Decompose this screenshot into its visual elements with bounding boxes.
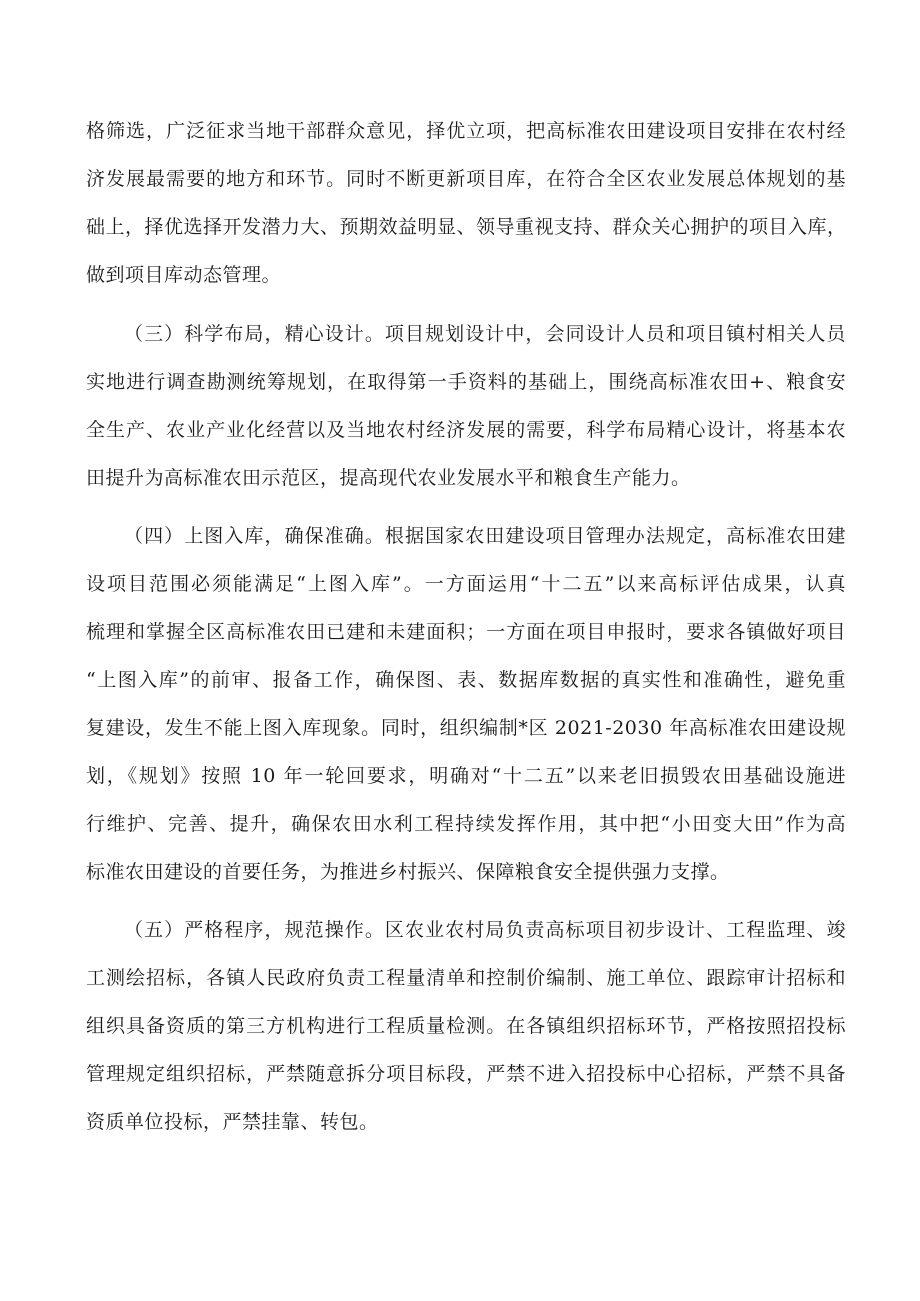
text-line: 工测绘招标，各镇人民政府负责工程量清单和控制价编制、施工单位、跟踪审计招标和: [86, 967, 846, 989]
text-line: 济发展最需要的地方和环节。同时不断更新项目库，在符合全区农业发展总体规划的基: [86, 168, 846, 190]
text-line: 全生产、农业产业化经营以及当地农村经济发展的需要，科学布局精心设计，将基本农: [86, 419, 846, 441]
text-line: 行维护、完善、提升，确保农田水利工程持续发挥作用，其中把“小田变大田”作为高: [86, 813, 846, 835]
text-line: 田提升为高标准农田示范区，提高现代农业发展水平和粮食生产能力。: [86, 467, 691, 489]
paragraph-project-selection: [86, 107, 846, 299]
text-line: 标准农田建设的首要任务，为推进乡村振兴、保障粮食安全提供强力支撑。: [86, 861, 730, 883]
text-line: 管理规定组织招标，严禁随意拆分项目标段，严禁不进入招投标中心招标，严禁不具备: [86, 1063, 846, 1085]
text-line: 组织具备资质的第三方机构进行工程质量检测。在各镇组织招标环节，严格按照招投标: [86, 1015, 846, 1037]
text-line: 划，《规划》按照 10 年一轮回要求，明确对“十二五”以来老旧损毁农田基础设施进: [86, 765, 846, 787]
text-line: 梳理和掌握全区高标准农田已建和未建面积；一方面在项目申报时，要求各镇做好项目: [86, 621, 846, 643]
paragraph-section-3: [86, 310, 846, 502]
text-line: 础上，择优选择开发潜力大、预期效益明显、领导重视支持、群众关心拥护的项目入库，: [86, 216, 847, 238]
paragraph-section-4: [86, 512, 846, 896]
text-line: （四）上图入库，确保准确。根据国家农田建设项目管理办法规定，高标准农田建: [124, 525, 846, 547]
text-line: 格筛选，广泛征求当地干部群众意见，择优立项，把高标准农田建设项目安排在农村经: [86, 120, 846, 142]
text-line: （三）科学布局，精心设计。项目规划设计中，会同设计人员和项目镇村相关人员: [124, 323, 846, 345]
text-line: 资质单位投标，严禁挂靠、转包。: [86, 1111, 379, 1133]
text-line: 做到项目库动态管理。: [86, 264, 282, 286]
text-line: 实地进行调查勘测统筹规划，在取得第一手资料的基础上，围绕高标准农田+、粮食安: [86, 371, 846, 393]
paragraph-section-5: [86, 906, 846, 1146]
text-line: “上图入库”的前审、报备工作，确保图、表、数据库数据的真实性和准确性，避免重: [86, 669, 846, 691]
text-line: 复建设，发生不能上图入库现象。同时，组织编制*区 2021-2030 年高标准农田建设规: [86, 717, 846, 739]
text-line: 设项目范围必须能满足“上图入库”。一方面运用“十二五”以来高标评估成果，认真: [86, 573, 846, 595]
text-line: （五）严格程序，规范操作。区农业农村局负责高标项目初步设计、工程监理、竣: [124, 919, 846, 941]
